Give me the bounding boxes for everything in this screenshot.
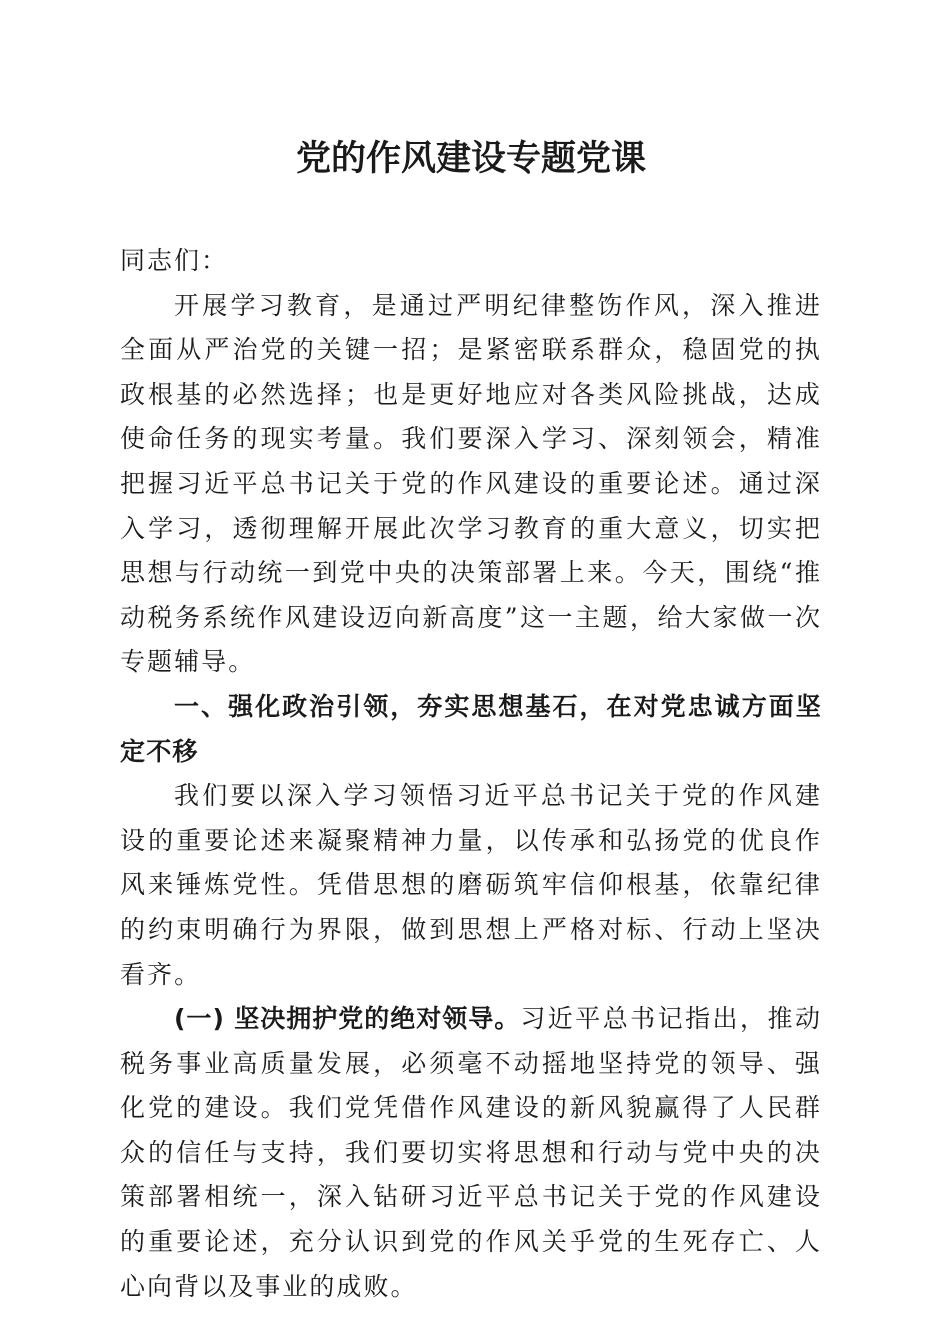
section-1-paragraph: 我们要以深入学习领悟习近平总书记关于党的作风建设的重要论述来凝聚精神力量，以传承和弘扬党的优良作风来锤炼党性。凭借思想的磨砺筑牢信仰根基，依靠纪律的约束明确行为界限，做到思想上严格对标、行动上坚决看齐。 (120, 781, 822, 989)
section-heading-1: 一、强化政治引领，夯实思想基石，在对党忠诚方面坚定不移 (120, 691, 822, 766)
document-title: 党的作风建设专题党课 (295, 138, 646, 179)
salutation: 同志们： (120, 246, 229, 275)
subsection-1-paragraph (120, 997, 822, 1309)
intro-paragraph: 开展学习教育，是通过严明纪律整饬作风，深入推进全面从严治党的关键一招；是紧密联系群众，稳固党的执政根基的必然选择；也是更好地应对各类风险挑战，达成使命任务的现实考量。我们要深入学习、深刻领会，精准把握习近平总书记关于党的作风建设的重要论述。通过深入学习，透彻理解开展此次学习教育的重大意义，切实把思想与行动统一到党中央的决策部署上来。今天，围绕“推动税务系统作风建设迈向新高度”这一主题，给大家做一次专题辅导。 (120, 290, 822, 677)
subsection-1-lead: (一) 坚决拥护党的绝对领导。 (174, 1004, 521, 1034)
subsection-1-body: 习近平总书记指出，推动税务事业高质量发展，必须毫不动摇地坚持党的领导、强化党的建设。我们党凭借作风建设的新风貌赢得了人民群众的信任与支持，我们要切实将思想和行动与党中央的决策部署相统一，深入钻研习近平总书记关于党的作风建设的重要论述，充分认识到党的作风关乎党的生死存亡、人心向背以及事业的成败。 (120, 1004, 822, 1301)
document-page (120, 0, 822, 1309)
